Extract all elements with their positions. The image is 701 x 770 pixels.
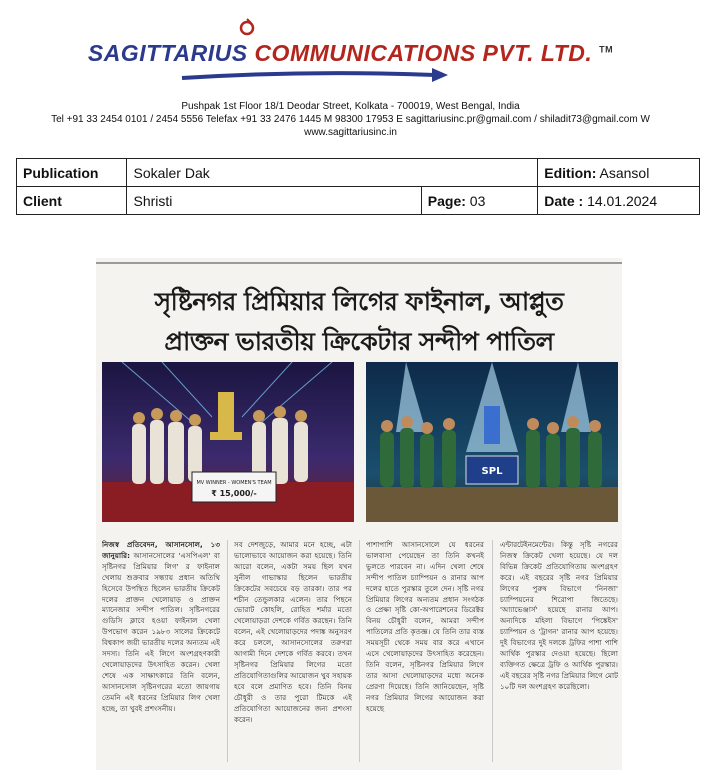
edition-label: Edition: [544,164,597,181]
column-divider [359,540,360,762]
left-amount-text: ₹ 15,000/- [211,489,257,498]
headline-line1: সৃষ্টিনগর প্রিমিয়ার লিগের ফাইনাল, আপ্লুত [154,287,564,316]
date-value: 14.01.2024 [587,192,658,209]
company-name [0,40,701,67]
client-value: Shristi [127,187,421,215]
article-body [102,540,618,765]
logo-emblem-icon [238,18,256,36]
company-website[interactable]: www.sagittariusinc.in [304,127,397,138]
company-name-part1: SAGITTARIUS [87,40,248,66]
photo-mens-team [366,362,618,522]
client-label: Client [17,187,127,215]
publication-value: Sokaler Dak [127,159,538,187]
company-contact: Tel +91 33 2454 0101 / 2454 5556 Telefax +91 33 2476 1445 M 98300 17953 E sagittariusinc.pr@gmail.com / shiladit73@gmail.com W [51,114,650,125]
photo-womens-team [102,362,354,522]
edition-value: Asansol [599,164,650,181]
page-label: Page: [427,192,466,209]
publication-info-table [16,158,700,215]
article-column-1 [102,540,220,762]
column-divider [227,540,228,762]
company-name-part2: COMMUNICATIONS PVT. LTD. [254,40,593,66]
article-column-1-text: আসানসোলের 'এসপিএল' বা সৃষ্টিনগর প্রিমিয়ার লিগ' র ফাইনাল খেলায় শুক্রবার সন্ধ্যায় প্রধান অতিথি হিসেবে উপস্থিত ছিলেন ভারতীয় ক্রিকেট দলের প্রাক্তন খেলোয়াড় ও প্রাক্তন ম্যানেজার সন্দীপ পাতিল। সৃষ্টিনগরের গুডিসি ক্লাবে হওয়া ফাইনাল খেলা উপভোগ করেন ১৯৮৩ সালের ক্রিকেটে বিশ্বকাপ জয়ী ভারতীয় দলের অন্যতম এই সদস্য। তিনি এই লিগে অংশগ্রহণকারী খেলোয়াড়দের উৎসাহিত করেন। খেলা শেষে এক সাক্ষাৎকারে তিনি বলেন, আসানসোল সৃষ্টিনগরের মতো জায়গায় তেমনি এই ধরনের প্রিমিয়ার লিগ খেলা হচ্ছে, তা খুবই প্রশংসনীয়। [102,550,220,713]
letterhead-logo [0,8,701,86]
article-column-2: সব দেশজুড়ে, আমার মনে হচ্ছে, এটা ভালোভাবে আয়োজন করা হয়েছে। তিনি আরো বলেন, একটা সময় ছিল যখন সুনীল গাভাস্কার ছিলেন ভারতীয় ক্রিকেটের সবচেয়ে বড় তারকা। তার পর শচীন তেন্ডুলকার এলেন। তার পিছনে ভোরাট কোহলি, রোহিত শর্মার মতো খেলোয়াড়রা দেশকে গর্বিত করছেন। তিনি বলেন, এই খেলোয়াড়দের পদাঙ্ক অনুসরণ করে চললে, আসানসোলের তরুণরা আগামী দিনে দেশকে গর্বিত করবে। তখন সৃষ্টিনগর প্রিমিয়ার লিগের মতো প্রতিযোগিতাগুলির আয়োজন খুব সহায়ক হবে বলে প্রমাণিত হবে। তিনি বিনয় চৌধুরী ও তার পুরো টিমকে এই প্রতিযোগিতা আয়োজনের জন্য প্রশংসা করেন। [234,540,352,724]
info-row-client [17,187,700,215]
edition-cell [538,159,700,187]
column-divider [492,540,493,762]
headline-line2: প্রাক্তন ভারতীয় ক্রিকেটার সন্দীপ পাতিল [164,327,554,356]
info-row-publication [17,159,700,187]
company-address: Pushpak 1st Floor 18/1 Deodar Street, Kolkata - 700019, West Bengal, India [181,101,520,112]
date-cell [538,187,700,215]
date-label: Date : [544,192,584,209]
left-banner-text: MV WINNER - WOMEN'S TEAM [196,480,272,486]
page-cell [421,187,538,215]
logo-arrow-icon [180,66,450,84]
article-byline: নিজস্ব প্রতিবেদন, আসানসোল, ১৩ জানুয়ারি: [102,540,220,560]
clipping-top-rule [96,262,622,264]
publication-label: Publication [17,159,127,187]
article-column-3: পাশাপাশি আসানসোলে যে ধরনের ভালবাসা পেয়েছেন তা তিনি কখনই ভুলতে পারবেন না। এদিন খেলা শেষে সন্দীপ পাতিল চ্যাম্পিয়ন ও রানার আপ দলের হাতে পুরস্কার তুলে দেন। সৃষ্টি নগর প্রিমিয়ার লিগের অন্যতম প্রধান সংগঠক ও প্রেক্ষা সৃষ্টি কো-অপারেশনের ডিরেক্টর বিনয় চৌধুরী বলেন, আমরা সন্দীপ পাতিলের প্রতি কৃতজ্ঞ। যে তিনি তার ব্যস্ত সময়সূচী থেকে সময় বার করে এখানে এসে খেলোয়াড়দের উৎসাহিত করেছেন। তিনি বলেন, সৃষ্টিনগর প্রিমিয়ার লিগে তার আসা খেলোয়াড়দের মধ্যে অনেক প্রেরণা দিয়েছে। তিনি জানিয়েছেন, সৃষ্টি নগর প্রিমিয়ার লিগের আয়োজন করা হয়েছে [366,540,484,713]
page-value: 03 [469,192,486,209]
trademark: TM [599,44,614,55]
right-banner-text: SPL [481,466,503,477]
article-column-4: এন্টারটেইনমেন্টের। কিন্তু সৃষ্টি নগরের নিজস্ব ক্রিকেট খেলা হয়েছে। যে দল বিভিন্ন ক্রিকেট প্রতিযোগিতায় অংশগ্রহণ করে। এই বছরের সৃষ্টি নগর প্রিমিয়ার লিগের পুরুষ বিভাগে 'নিনজা' চ্যাম্পিয়নের শিরোপা জিতেছে। 'আ্যাভেঞ্জার্স' হয়েছে রানার আপ। অন্যদিকে মহিলা বিভাগে 'পিঙ্কেইস' চ্যাম্পিয়ন ও 'ট্রাগন' রানার আপ হয়েছে। দুই বিভাগের দুই দলকে ট্রফির পাশা পাশি আর্থিক পুরস্কার দেওয়া হয়েছে। ছিলো ব্যক্তিগত ক্ষেত্রে ট্রফি ও আর্থিক পুরস্কার। এই বছরের সৃষ্টি নগর প্রিমিয়ার লিগে মোট ১০টি দল অংশগ্রহণ করেছিলো। [500,540,618,691]
